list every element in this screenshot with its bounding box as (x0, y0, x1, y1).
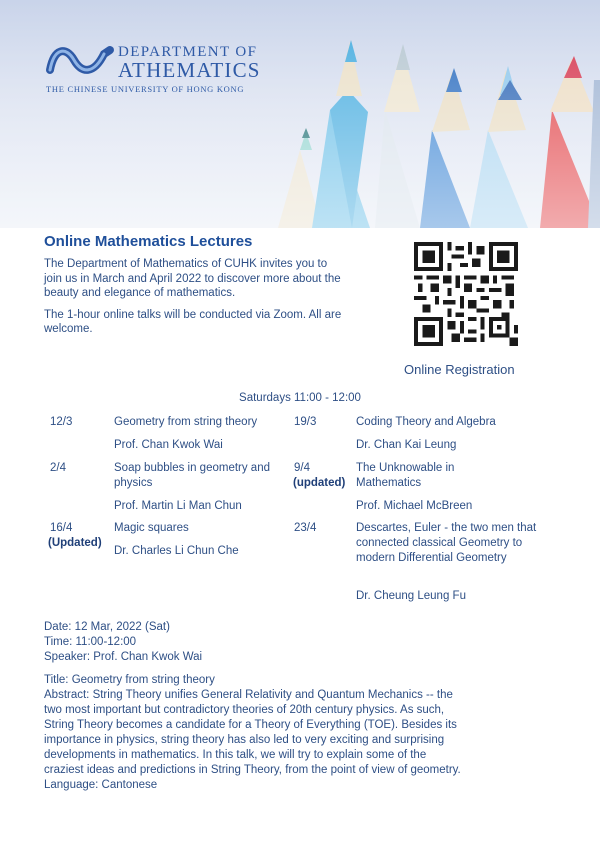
lecture-date: 23/4 (294, 522, 317, 534)
detail-speaker: Speaker: Prof. Chan Kwok Wai (44, 651, 203, 663)
lecture-title: Coding Theory and Algebra (356, 416, 496, 428)
lecture-speaker: Prof. Michael McBreen (356, 500, 473, 512)
lecture-title: The Unknowable in Mathematics (356, 462, 455, 489)
logo-line-2: ATHEMATICS (118, 58, 261, 82)
page-title: Online Mathematics Lectures (44, 233, 253, 250)
logo-line-3: THE CHINESE UNIVERSITY OF HONG KONG (46, 84, 245, 94)
lecture-speaker: Prof. Chan Kwok Wai (114, 439, 223, 451)
lecture-date: 19/3 (294, 416, 317, 428)
lecture-speaker: Dr. Chan Kai Leung (356, 439, 457, 451)
lecture-title: Descartes, Euler - the two men that connected classical Geometry to modern Differential Geometry (356, 522, 537, 564)
lecture-title: Soap bubbles in geometry and physics (114, 462, 270, 489)
lecture-date: 2/4 (50, 462, 66, 474)
intro-text (44, 257, 344, 344)
lecture-speaker: Prof. Martin Li Man Chun (114, 500, 242, 512)
header-banner (0, 0, 600, 228)
lecture-date: 12/3 (50, 416, 73, 428)
qr-code[interactable] (414, 242, 518, 346)
lecture-title: Geometry from string theory (114, 416, 258, 428)
lecture-title: Magic squares (114, 522, 189, 534)
online-registration-label[interactable]: Online Registration (404, 362, 515, 377)
intro-paragraph-2: The 1-hour online talks will be conducted via Zoom. All are welcome. (44, 308, 342, 335)
intro-paragraph-1: The Department of Mathematics of CUHK invites you to join us in March and April 2022 to discover more about the beauty and elegance of mathematics. (44, 258, 341, 299)
detail-abstract: Abstract: String Theory unifies General Relativity and Quantum Mechanics -- the two most important but contradictory theories of 20th century physics. As such, String Theory becomes a candidate for a Theory of Everything (TOE). Besides its importance in physics, string theory has also led to very exciting and surprising developments in mathematics. In this talk, we will try to explain some of the craziest ideas and predictions in String Theory, from the point of view of geometry. (44, 689, 461, 776)
detail-date: Date: 12 Mar, 2022 (Sat) (44, 621, 170, 633)
lecture-speaker: Dr. Cheung Leung Fu (356, 590, 466, 602)
math-logo-mark (44, 40, 116, 80)
schedule-time: Saturdays 11:00 - 12:00 (239, 392, 361, 404)
updated-note: (updated) (293, 477, 346, 489)
department-logo (44, 40, 284, 100)
detail-time: Time: 11:00-12:00 (44, 636, 137, 648)
lecture-speaker: Dr. Charles Li Chun Che (114, 545, 239, 557)
lecture-date: 9/4 (294, 462, 310, 474)
lecture-details (44, 620, 464, 793)
pencils-image (0, 0, 600, 228)
logo-line-1: DEPARTMENT OF (118, 44, 258, 60)
lecture-date: 16/4 (50, 522, 73, 534)
detail-language: Language: Cantonese (44, 779, 158, 791)
updated-note: (Updated) (48, 537, 102, 549)
detail-title: Title: Geometry from string theory (44, 674, 215, 686)
